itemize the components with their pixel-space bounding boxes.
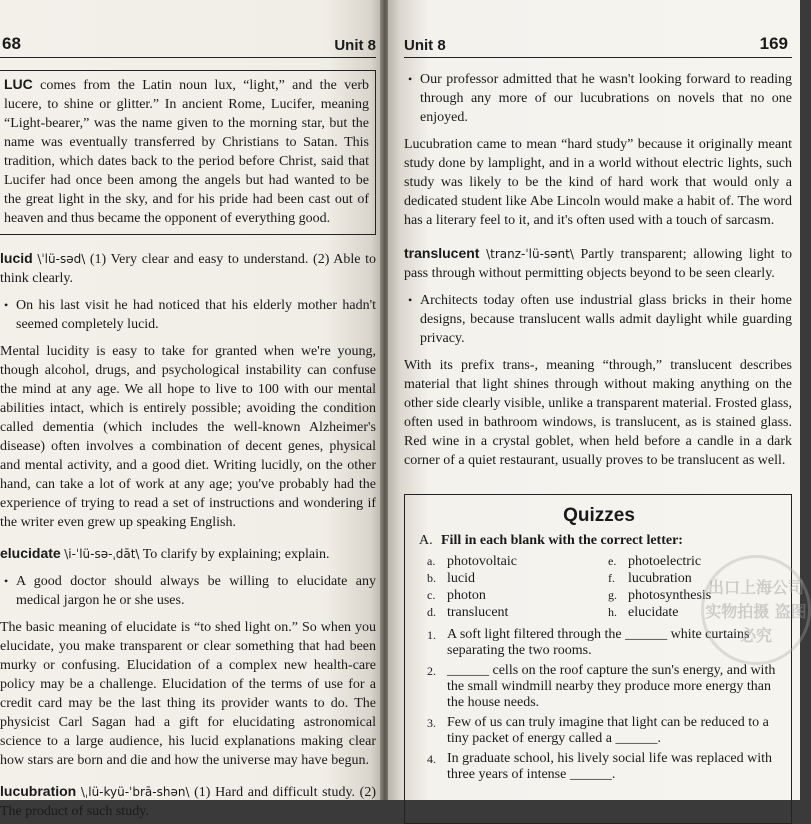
question-text: In graduate school, his lively social life was replaced with three years of intense ______. — [447, 751, 773, 782]
quiz-instruction-text: Fill in each blank with the correct letter: — [441, 533, 683, 548]
question-number: 4. — [427, 752, 436, 766]
quiz-question — [427, 751, 779, 783]
choice-word: translucent — [447, 605, 509, 620]
quiz-choice — [427, 553, 598, 570]
quiz-title: Quizzes — [563, 505, 635, 526]
entry-pronunciation: \ˈlü-səd\ — [37, 252, 86, 266]
entry-pronunciation: \i-ˈlü-sə-ˌdāt\ — [64, 547, 140, 561]
quiz-instruction — [419, 533, 779, 549]
example-text: Our professor admitted that he wasn't looking forward to reading through any more of our lucubrations on novels that no one enjoyed. — [420, 72, 792, 125]
question-number: 3. — [427, 716, 436, 730]
choice-word: photon — [447, 588, 486, 603]
entry-example — [408, 291, 792, 348]
entry-paragraph: Mental lucidity is easy to take for granted when we're young, though alcohol, drugs, and psychological instability can confuse the mind at any age. We all hope to live to 100 with our mental abilities intact, which is entirely possible; avoiding the condition called dementia (which includes the well-known Alzheimer's disease) often involves a combination of decent genes, physical and mental activity, and a good diet. Writing lucidly, on the other hand, can take a lot of work at any age; you've probably had the experience of trying to read a set of instructions and wondering if the writer even grew up speaking English. — [0, 344, 376, 530]
question-number: 1. — [427, 628, 436, 642]
choice-word: photoelectric — [628, 554, 702, 569]
choice-letter: b. — [427, 571, 436, 585]
left-page — [0, 0, 382, 819]
right-page-number: 169 — [759, 34, 788, 53]
quiz-choice — [427, 587, 598, 604]
entry-pronunciation: \ˌlü-kyü-ˈbrā-shən\ — [80, 785, 190, 799]
continued-paragraph: Lucubration came to mean “hard study” because it originally meant study done by lamplight, and in a world without electric lights, such study was likely to be the kind of hard work that would only a dedicated student like Abe Lincoln would make a habit of. The word has a literary feel to it, and it's often used with a touch of sarcasm. — [404, 137, 792, 228]
watermark-stamp: 出口上海公司 实物拍摄 盗图必究 — [701, 555, 811, 665]
bullet-icon: • — [408, 72, 413, 86]
entry-example — [4, 572, 376, 610]
entry-definition: Partly transparent; allowing light to pass through without permitting objects beyond to be seen clearly. — [404, 247, 793, 281]
quiz-box — [404, 494, 807, 824]
entry-word: lucid — [0, 250, 33, 266]
entry-elucidate — [0, 544, 376, 770]
root-word: LUC — [4, 76, 33, 92]
entry-paragraph: With its prefix trans-, meaning “through,” translucent describes material that light shines through without making anything on the other side clearly visible, unlike a transparent material. Frosted glass, often used in bathroom windows, is translucent, as is stained glass. Red wine in a crystal goblet, when held before a candle in a dark corner of a quiet restaurant, usually proves to be translucent as well. — [404, 358, 792, 468]
question-text: ______ cells on the roof capture the sun's energy, and with the small windmill nearby they produce more energy than the house needs. — [447, 663, 776, 710]
entry-lucid — [0, 249, 376, 532]
left-page-number: 68 — [2, 34, 21, 53]
continued-example — [408, 70, 792, 127]
quiz-section-letter: A. — [419, 533, 433, 548]
entry-translucent — [404, 244, 792, 470]
choice-word: elucidate — [628, 605, 679, 620]
choice-letter: e. — [608, 554, 617, 568]
quiz-choice — [427, 570, 598, 587]
left-page-header — [0, 34, 376, 58]
choice-word: lucid — [447, 571, 475, 586]
choice-letter: c. — [427, 588, 436, 602]
choice-letter: a. — [427, 554, 436, 568]
right-page-header — [404, 34, 792, 58]
bullet-icon: • — [4, 298, 9, 312]
bullet-icon: • — [408, 293, 413, 307]
bullet-icon: • — [4, 574, 9, 588]
quiz-choice — [427, 604, 598, 621]
quiz-question — [427, 663, 779, 711]
left-unit-label: Unit 8 — [334, 37, 376, 54]
question-text: A soft light filtered through the ______ white curtains separating the two rooms. — [447, 627, 750, 658]
choice-letter: g. — [608, 588, 617, 602]
choice-letter: d. — [427, 605, 436, 619]
example-text: A good doctor should always be willing to elucidate any medical jargon he or she uses. — [16, 574, 376, 608]
right-unit-label: Unit 8 — [404, 37, 446, 54]
entry-example — [4, 296, 376, 334]
root-box — [0, 70, 376, 235]
choice-letter: h. — [608, 605, 617, 619]
question-number: 2. — [427, 664, 436, 678]
example-text: Architects today often use industrial glass bricks in their home designs, because translucent walls admit daylight while guarding privacy. — [420, 293, 792, 346]
entry-lucubration — [0, 782, 376, 821]
choice-letter: f. — [608, 571, 615, 585]
entry-definition: To clarify by explaining; explain. — [142, 547, 330, 562]
entry-pronunciation: \tranz-ˈlü-sənt\ — [486, 247, 574, 261]
choice-word: lucubration — [628, 571, 692, 586]
entry-word: lucubration — [0, 783, 77, 799]
choice-word: photovoltaic — [447, 554, 517, 569]
right-page — [388, 0, 807, 800]
question-text: Few of us can truly imagine that light can be reduced to a tiny packet of energy called a ______. — [447, 715, 769, 746]
entry-word: translucent — [404, 245, 480, 261]
root-description: comes from the Latin noun lux, “light,” and the verb lucere, to shine or glitter.” In ancient Rome, Lucifer, meaning “Light-bearer,” was the name given to the morning star, but the name was eventually transferred by Christians to Satan. This tradition, which dates back to the period before Christ, said that Lucifer had once been among the angels but had wanted to be the great light in the sky, and for his pride had been cast out of heaven and thus became the opponent of everything good. — [4, 78, 369, 226]
entry-definition: (1) Hard and difficult study. (2) The product of such study. — [0, 785, 377, 819]
entry-paragraph: The basic meaning of elucidate is “to shed light on.” So when you elucidate, you make transparent or clear something that had been murky or confusing. Elucidation of a complex new health-care policy may be a challenge. Elucidation of the terms of use for a credit card may be the last thing its provider wants to do. The physicist Carl Sagan had a gift for elucidating astronomical science to a large audience, his lucid explanations making clear how stars are born and die and how the universe may have begun. — [0, 620, 376, 768]
entry-word: elucidate — [0, 545, 61, 561]
choice-word: photosynthesis — [628, 588, 712, 603]
quiz-question — [427, 715, 779, 747]
entry-definition: (1) Very clear and easy to understand. (2) Able to think clearly. — [0, 252, 377, 286]
example-text: On his last visit he had noticed that his elderly mother hadn't seemed completely lucid. — [16, 298, 376, 332]
